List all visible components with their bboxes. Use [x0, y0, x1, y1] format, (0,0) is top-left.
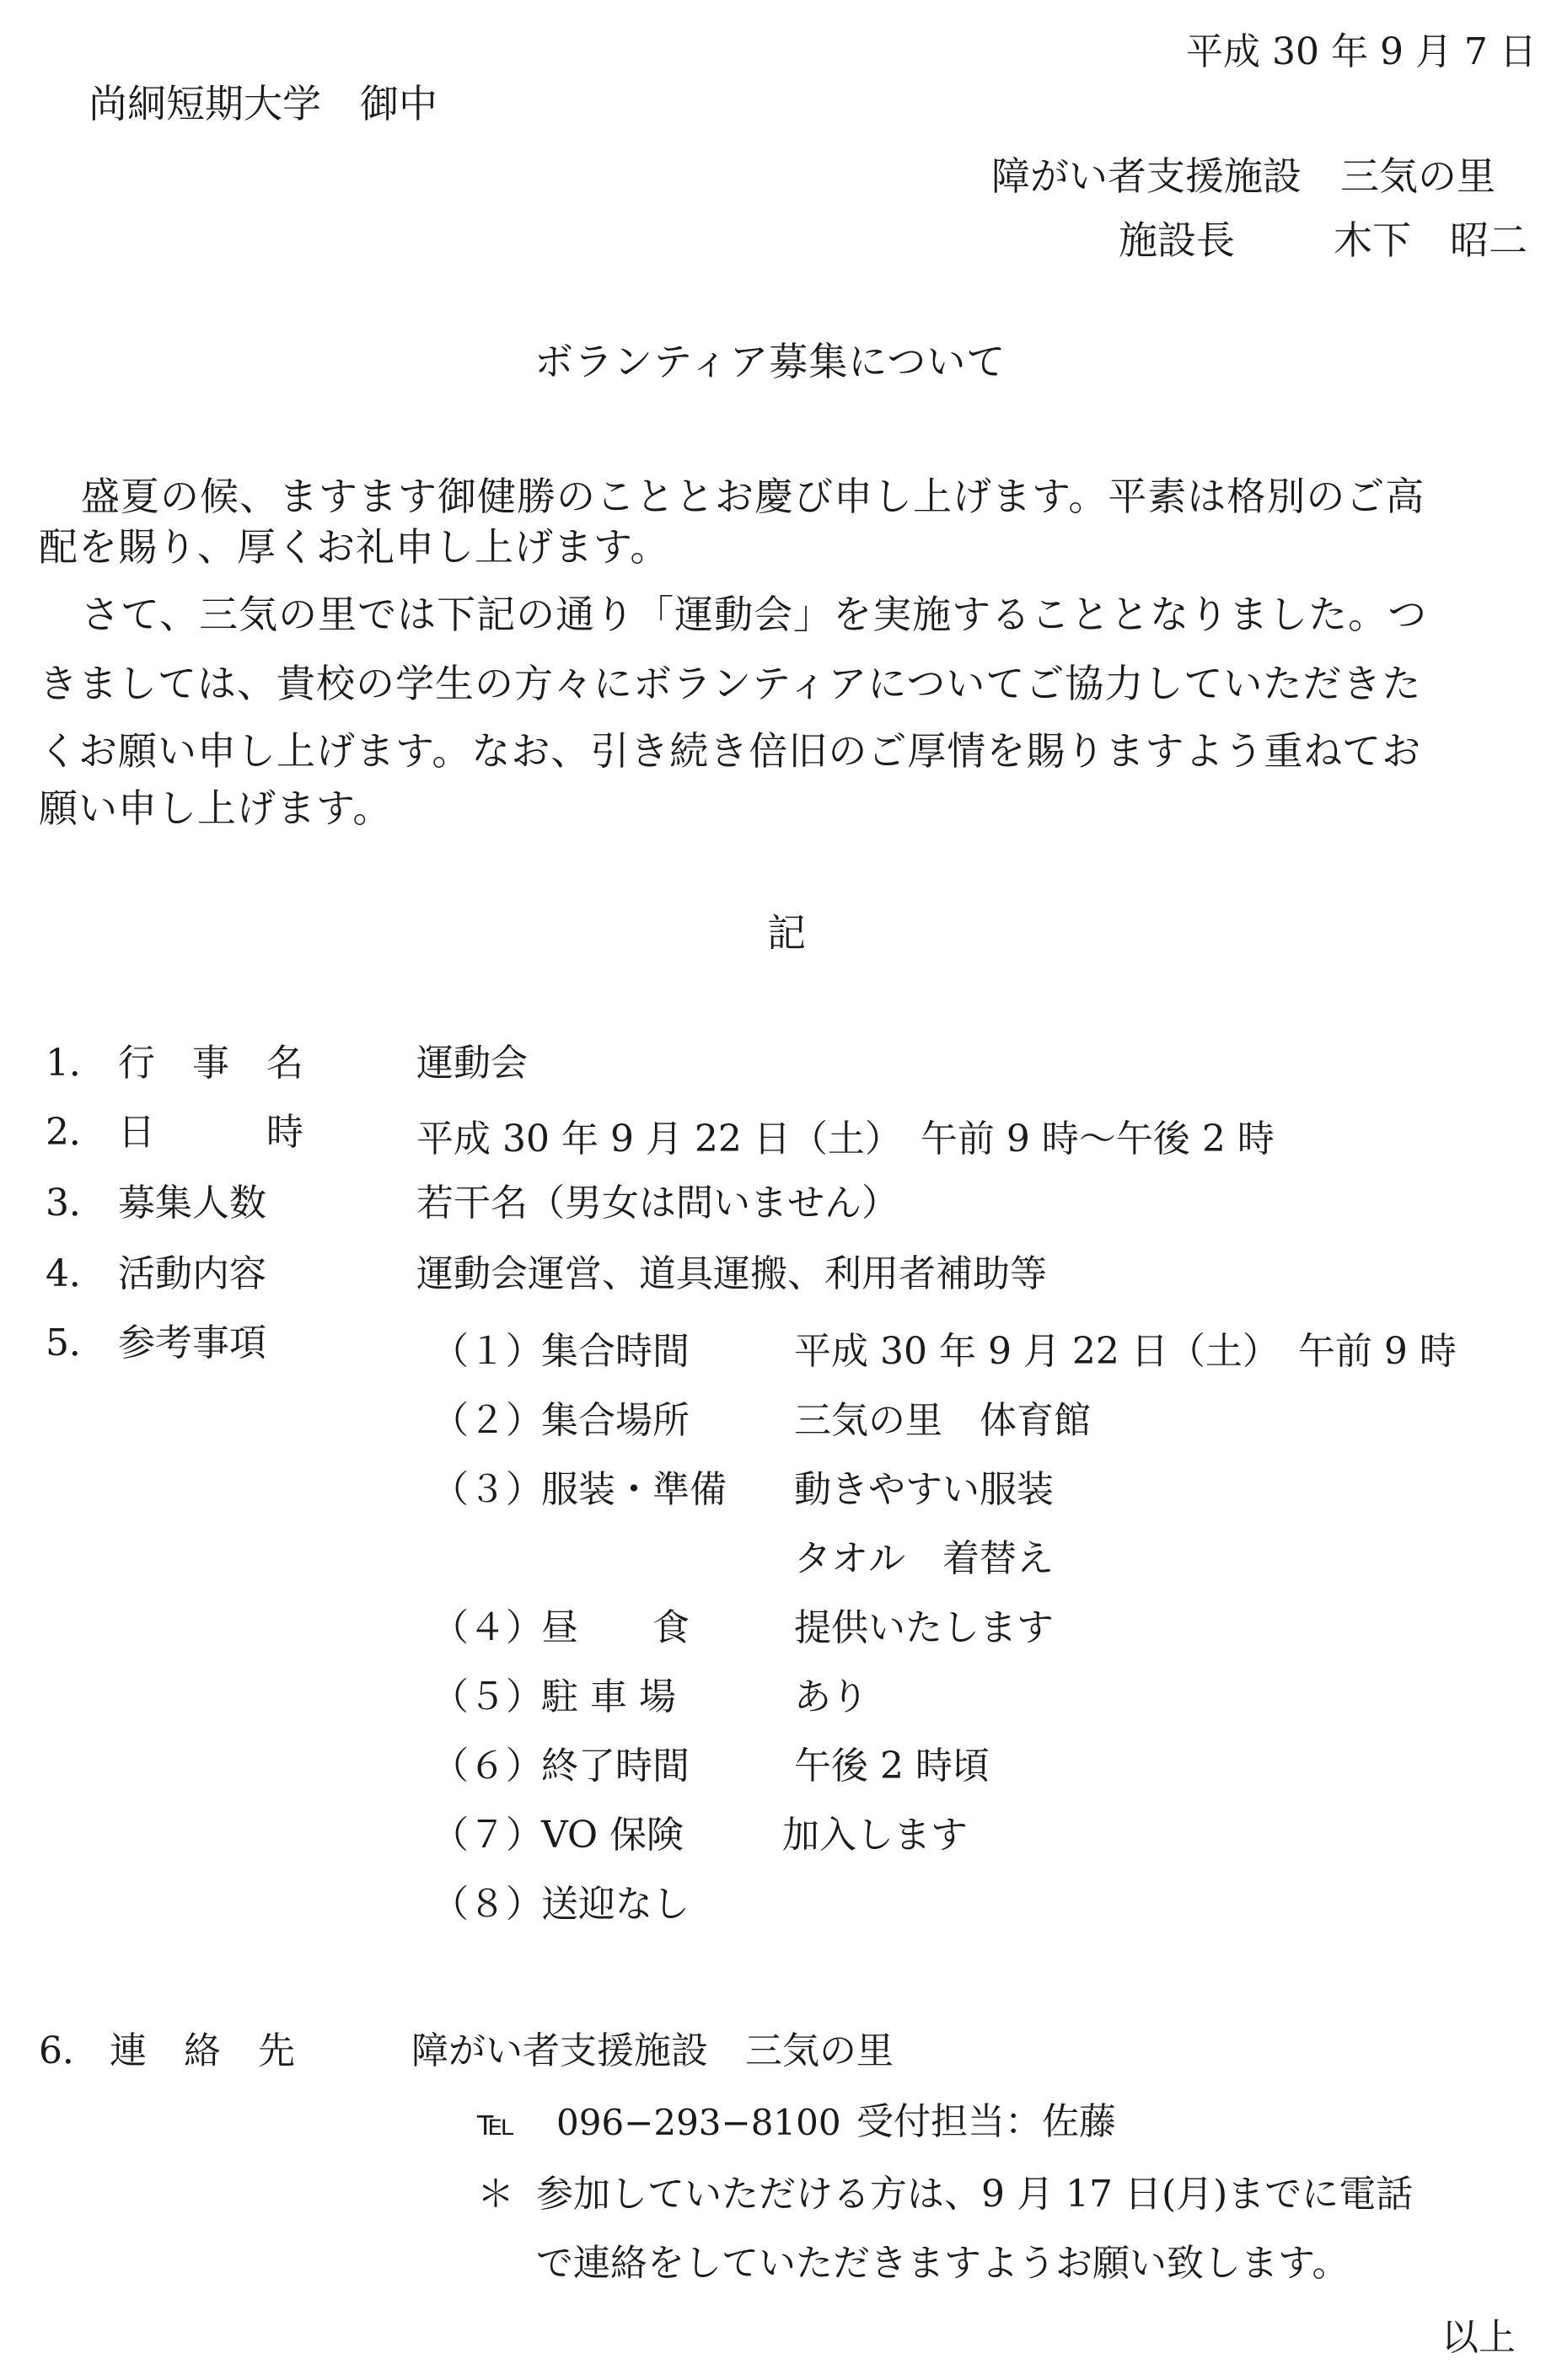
ref-4-label: 昼 食	[541, 1606, 690, 1649]
ref-7-value: 加入します	[782, 1814, 968, 1857]
ref-3-label: 服装・準備	[541, 1468, 727, 1511]
ref-1-label: 集合時間	[541, 1330, 690, 1373]
item-5-number: 5．	[46, 1321, 106, 1364]
ref-5-label: 駐 車 場	[541, 1675, 676, 1718]
contact-note-line1: 参加していただける方は、9 月 17 日(月)までに電話	[536, 2173, 1414, 2216]
ref-8-label: 送迎なし	[541, 1883, 690, 1926]
item-4-number: 4．	[46, 1252, 106, 1295]
ref-2-number: （２）	[432, 1399, 543, 1442]
item-1-label: 行 事 名	[118, 1042, 303, 1085]
ref-6-number: （６）	[432, 1745, 543, 1788]
item-4-label: 活動内容	[118, 1252, 266, 1295]
contact-note-mark: ＊	[477, 2173, 514, 2216]
contact-number: 6．	[39, 2029, 99, 2072]
item-2-number: 2．	[46, 1111, 106, 1154]
ref-4-value: 提供いたします	[794, 1606, 1054, 1649]
item-5-label: 参考事項	[118, 1321, 266, 1364]
ref-6-value: 午後 2 時頃	[794, 1745, 990, 1788]
sender-title: 施設長	[1119, 217, 1235, 263]
contact-tel-label: ℡	[477, 2102, 516, 2143]
sender-name: 木下 昭二	[1334, 217, 1527, 263]
recipient: 尚絅短期大学 御中	[89, 81, 437, 126]
contact-organization: 障がい者支援施設 三気の里	[411, 2029, 894, 2072]
ref-5-value: あり	[794, 1675, 868, 1718]
body-p2-line4: 願い申し上げます。	[39, 785, 393, 831]
item-3-value: 若干名（男女は問いません）	[416, 1182, 899, 1225]
item-2-value: 平成 30 年 9 月 22 日（土） 午前 9 時～午後 2 時	[416, 1118, 1275, 1161]
item-4-value: 運動会運営、道具運搬、利用者補助等	[416, 1252, 1047, 1295]
item-1-value: 運動会	[416, 1042, 528, 1085]
body-p2-line3: くお願い申し上げます。なお、引き続き倍旧のご厚情を賜りますよう重ねてお	[39, 728, 1422, 774]
ref-7-label: VO 保険	[541, 1814, 684, 1857]
sender-organization: 障がい者支援施設 三気の里	[991, 153, 1495, 199]
item-3-number: 3．	[46, 1182, 106, 1225]
contact-person: 受付担当：佐藤	[856, 2100, 1116, 2143]
item-1-number: 1．	[46, 1042, 106, 1085]
ref-1-value: 平成 30 年 9 月 22 日（土） 午前 9 時	[794, 1330, 1457, 1373]
body-p1-line2: 配を賜り、厚くお礼申し上げます。	[39, 524, 670, 570]
ref-1-number: （１）	[432, 1330, 543, 1373]
ref-3-value: 動きやすい服装	[794, 1468, 1054, 1511]
ref-2-label: 集合場所	[541, 1399, 690, 1442]
ref-8-number: （８）	[432, 1883, 543, 1926]
ref-3-number: （３）	[432, 1468, 543, 1511]
ref-4-number: （４）	[432, 1606, 543, 1649]
ref-5-number: （５）	[432, 1675, 543, 1718]
contact-tel: 096−293−8100	[556, 2102, 841, 2143]
ref-6-label: 終了時間	[541, 1745, 690, 1788]
document-date: 平成 30 年 9 月 7 日	[1186, 30, 1537, 73]
contact-note-line2: で連絡をしていただきますようお願い致します。	[536, 2242, 1350, 2285]
contact-label: 連 絡 先	[110, 2029, 295, 2072]
item-3-label: 募集人数	[118, 1182, 266, 1225]
ref-2-value: 三気の里 体育館	[794, 1399, 1091, 1442]
ref-7-number: （７）	[432, 1814, 543, 1857]
body-p2-line2: きましては、貴校の学生の方々にボランティアについてご協力していただきた	[39, 661, 1422, 706]
document-title: ボランティア募集について	[534, 339, 1006, 384]
closing: 以上	[1441, 2316, 1516, 2359]
ref-3-value-2: タオル 着替え	[794, 1537, 1054, 1580]
body-p2-line1: さて、三気の里では下記の通り「運動会」を実施することとなりました。つ	[81, 592, 1428, 637]
ki-heading: 記	[767, 910, 806, 956]
item-2-label: 日 時	[118, 1111, 303, 1154]
body-p1-line1: 盛夏の候、ますます御健勝のこととお慶び申し上げます。平素は格別のご高	[81, 474, 1425, 519]
